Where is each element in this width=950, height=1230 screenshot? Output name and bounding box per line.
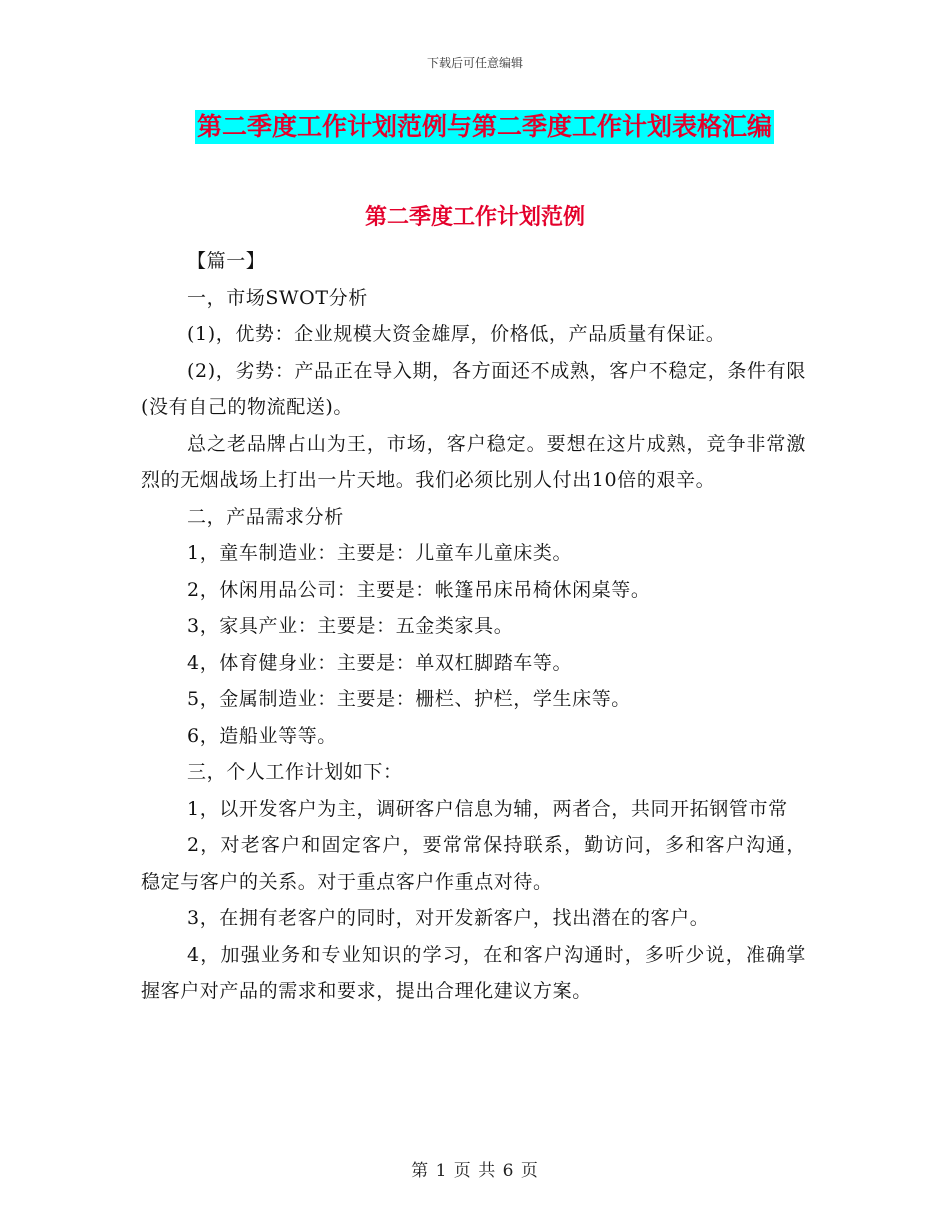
paragraph-demand-item: 5，金属制造业：主要是：栅栏、护栏，学生床等。 — [187, 688, 631, 710]
paragraph-summary: 总之老品牌占山为王，市场，客户稳定。要想在这片成熟，竞争非常激烈的无烟战场上打出一片天地。我们必须比别人付出10倍的艰辛。 — [141, 432, 806, 491]
paragraph-demand-item: 3，家具产业：主要是：五金类家具。 — [187, 615, 514, 637]
header-note: 下载后可任意编辑 — [426, 56, 523, 70]
paragraph-plan-item: 2，对老客户和固定客户，要常常保持联系，勤访问，多和客户沟通，稳定与客户的关系。对于重点客户作重点对待。 — [141, 834, 806, 893]
document-body — [141, 243, 806, 1010]
paragraph-plan-item: 1，以开发客户为主，调研客户信息为辅，两者合，共同开拓钢管市常 — [187, 797, 788, 820]
page-number: 第 1 页 共 6 页 — [411, 1161, 539, 1181]
paragraph-demand-item: 2，休闲用品公司：主要是：帐篷吊床吊椅休闲桌等。 — [187, 578, 651, 601]
paragraph-demand-item: 4，体育健身业：主要是：单双杠脚踏车等。 — [187, 651, 573, 674]
paragraph-weaknesses: (2)，劣势：产品正在导入期，各方面还不成熟，客户不稳定，条件有限(没有自己的物流配送)。 — [141, 359, 806, 418]
paragraph-part-heading: 【篇一】 — [187, 250, 266, 272]
paragraph-demand-heading: 二，产品需求分析 — [187, 505, 344, 528]
paragraph-demand-item: 1，童车制造业：主要是：儿童车儿童床类。 — [187, 542, 573, 564]
paragraph-demand-item: 6，造船业等等。 — [187, 724, 337, 747]
paragraph-plan-item: 4，加强业务和专业知识的学习，在和客户沟通时，多听少说，准确掌握客户对产品的需求和要求，提出合理化建议方案。 — [141, 943, 806, 1002]
paragraph-plan-item: 3，在拥有老客户的同时，对开发新客户，找出潜在的客户。 — [187, 907, 710, 929]
paragraph-strengths: (1)，优势：企业规模大资金雄厚，价格低，产品质量有保证。 — [187, 323, 726, 345]
paragraph-plan-heading: 三，个人工作计划如下： — [187, 761, 403, 783]
section-title: 第二季度工作计划范例 — [364, 204, 585, 230]
document-title: 第二季度工作计划范例与第二季度工作计划表格汇编 — [195, 110, 774, 144]
paragraph-swot-heading: 一，市场SWOT分析 — [187, 286, 368, 309]
